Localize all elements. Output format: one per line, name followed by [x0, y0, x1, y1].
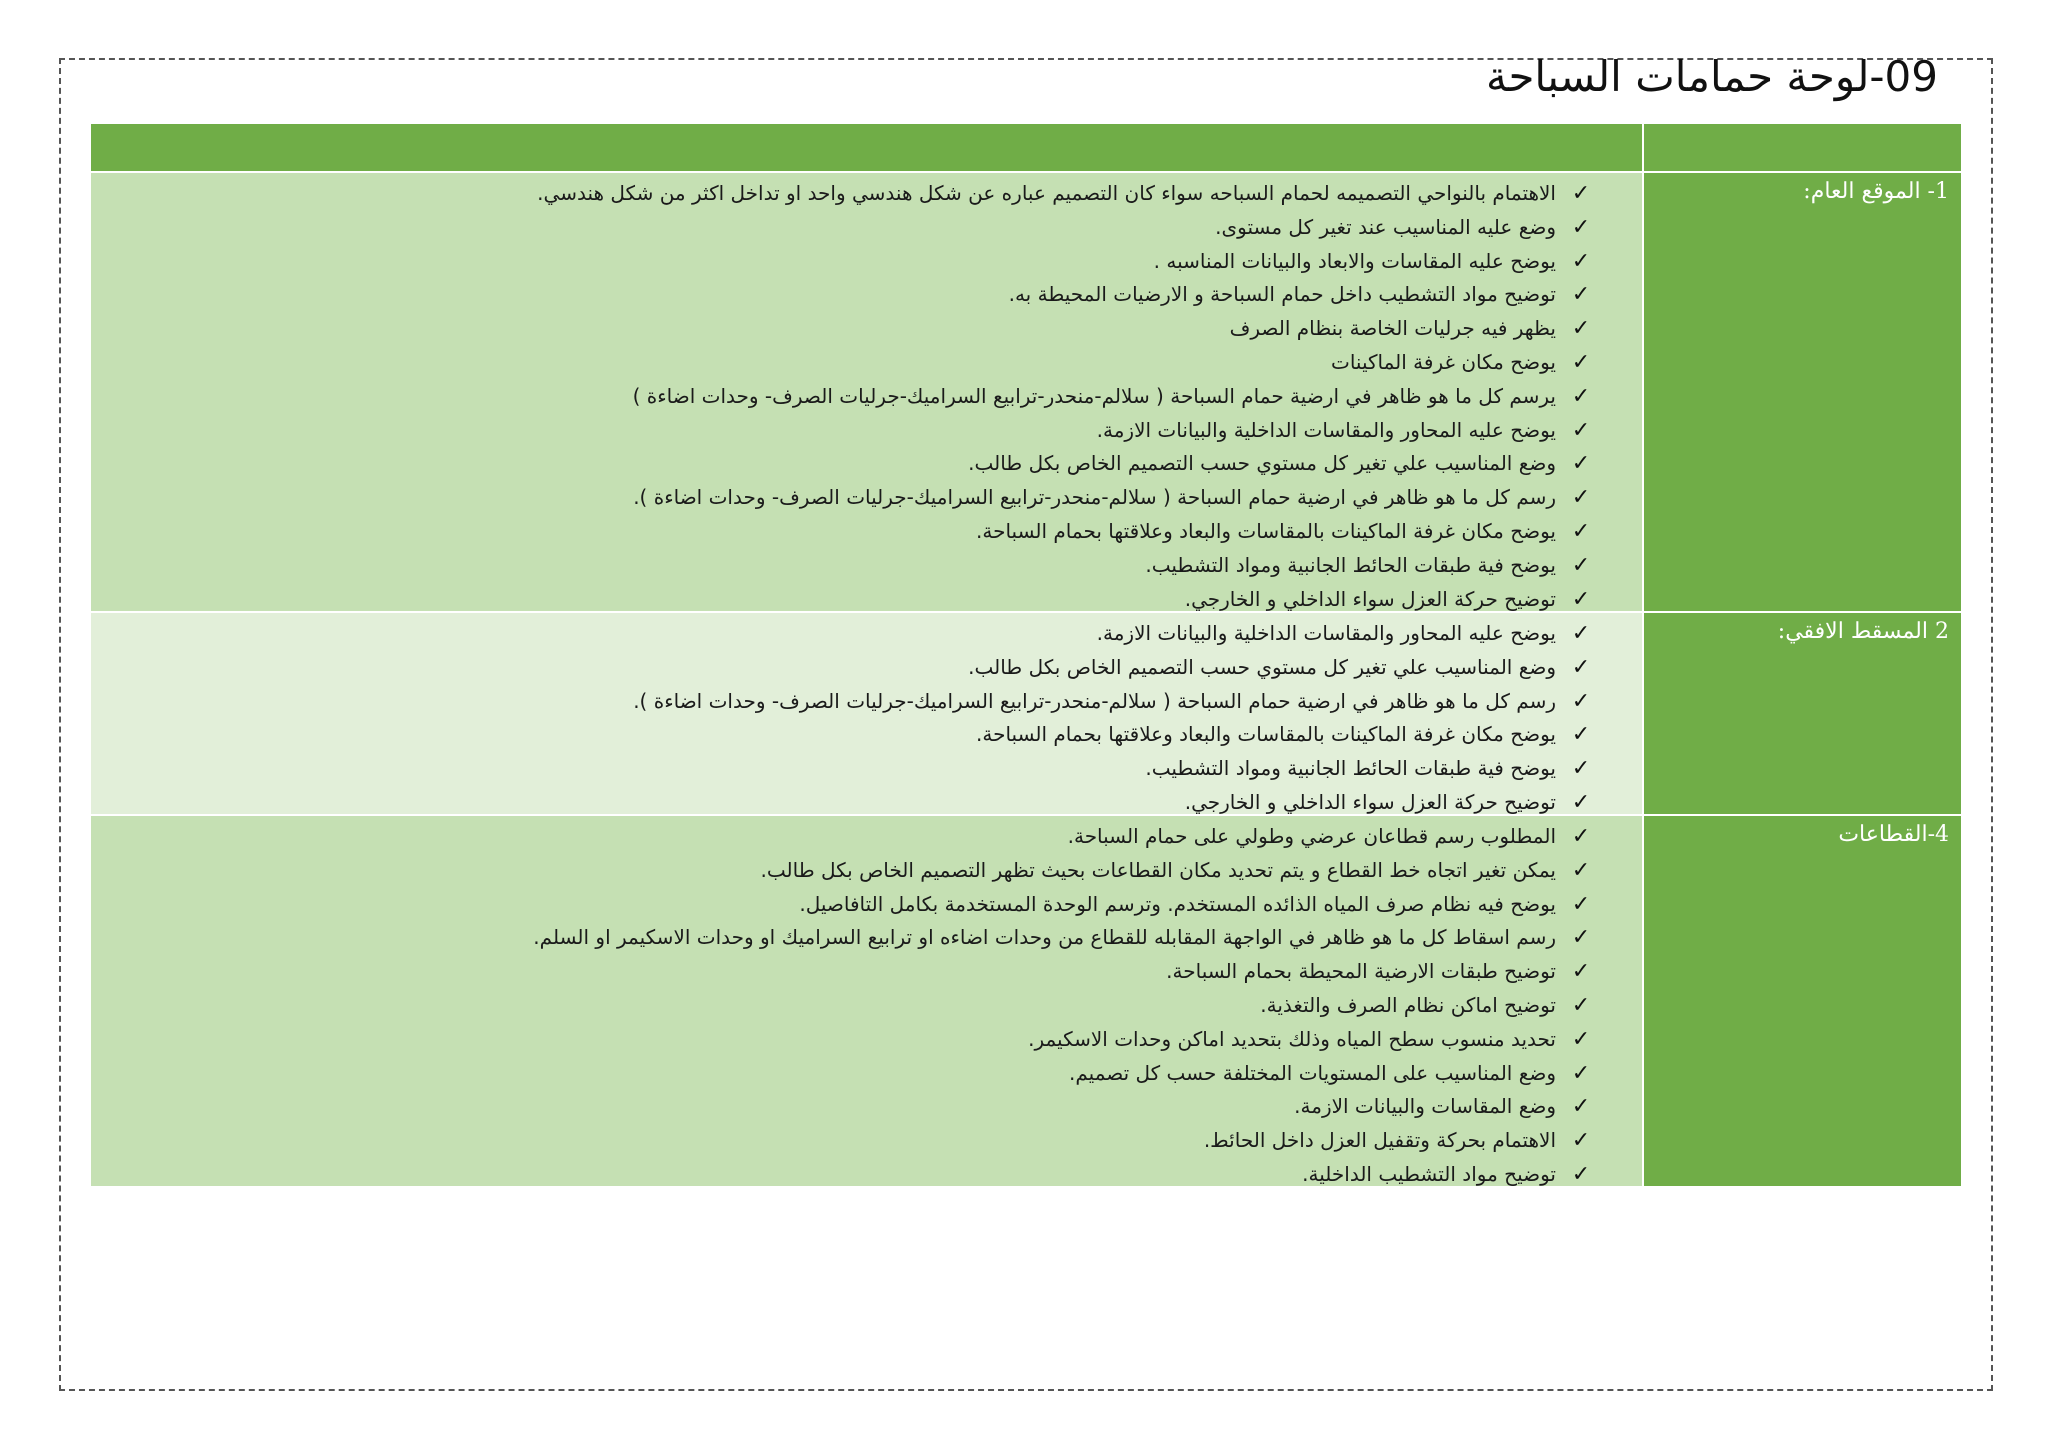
checklist-item	[91, 278, 1594, 312]
row-label-floor-plan: 2 المسقط الافقي:	[1644, 613, 1961, 814]
checklist-item-text: توضيح حركة العزل سواء الداخلي و الخارجي.	[1184, 586, 1556, 611]
checklist-item	[91, 583, 1594, 617]
checklist-item-text: وضع المناسيب علي تغير كل مستوي حسب التصميم الخاص بكل طالب.	[968, 451, 1556, 476]
checklist-item-text: يوضح فية طبقات الحائط الجانبية ومواد التشطيب.	[1145, 552, 1556, 577]
checklist-item-text: توضيح حركة العزل سواء الداخلي و الخارجي.	[1184, 789, 1556, 814]
check-icon: ✓	[1571, 621, 1591, 646]
checklist-item-text: وضع المناسيب على المستويات المختلفة حسب كل تصميم.	[1068, 1060, 1556, 1085]
check-icon: ✓	[1571, 316, 1591, 342]
checklist-item	[91, 447, 1594, 481]
check-icon: ✓	[1571, 417, 1591, 443]
row-content-cell	[91, 613, 1644, 814]
check-icon: ✓	[1571, 722, 1591, 748]
checklist-item-text: يوضح فية طبقات الحائط الجانبية ومواد التشطيب.	[1145, 756, 1556, 781]
checklist-item-text: يرسم كل ما هو ظاهر في ارضية حمام السباحة ( سلالم-منحدر-ترابيع السراميك-جرليات الصرف- وحدات اضاءة )	[632, 383, 1556, 408]
row-content-cell	[91, 816, 1644, 1186]
row-label-sections: 4-القطاعات	[1644, 816, 1961, 1186]
checklist-item	[91, 752, 1594, 786]
checklist-item	[91, 651, 1594, 685]
checklist-item-text: يوضح مكان غرفة الماكينات بالمقاسات والبعاد وعلاقتها بحمام السباحة.	[976, 518, 1556, 543]
checklist-item	[91, 177, 1594, 211]
check-icon: ✓	[1571, 349, 1591, 375]
check-icon: ✓	[1571, 586, 1591, 612]
table-row-floor-plan	[91, 613, 1963, 816]
checklist-item-text: وضع عليه المناسيب عند تغير كل مستوى.	[1215, 214, 1556, 239]
check-icon: ✓	[1571, 248, 1591, 274]
check-icon: ✓	[1571, 654, 1591, 680]
checklist	[91, 173, 1642, 616]
checklist-item	[91, 414, 1594, 448]
check-icon: ✓	[1571, 959, 1591, 985]
table-header-row	[91, 124, 1963, 173]
check-icon: ✓	[1571, 1060, 1591, 1086]
check-icon: ✓	[1571, 552, 1591, 578]
row-label-site-plan: 1- الموقع العام:	[1644, 173, 1961, 611]
check-icon: ✓	[1571, 891, 1591, 917]
check-icon: ✓	[1571, 181, 1591, 206]
check-icon: ✓	[1571, 992, 1591, 1018]
check-icon: ✓	[1571, 1128, 1591, 1154]
checklist-item	[91, 1158, 1594, 1192]
checklist	[91, 816, 1642, 1192]
check-icon: ✓	[1571, 789, 1591, 815]
checklist-item-text: رسم كل ما هو ظاهر في ارضية حمام السباحة ( سلالم-منحدر-ترابيع السراميك-جرليات الصرف- وحدات اضاءة ).	[633, 688, 1556, 713]
checklist-item	[91, 312, 1594, 346]
checklist-item-text: رسم اسقاط كل ما هو ظاهر في الواجهة المقابله للقطاع من وحدات اضاءه او ترابيع السراميك او وحدات الاسكيمر او السلم.	[533, 925, 1556, 950]
checklist-item-text: يظهر فيه جرليات الخاصة بنظام الصرف	[1229, 316, 1556, 341]
check-icon: ✓	[1571, 857, 1591, 883]
checklist-item	[91, 1057, 1594, 1091]
check-icon: ✓	[1571, 383, 1591, 409]
checklist-item	[91, 820, 1594, 854]
checklist-item	[91, 1124, 1594, 1158]
check-icon: ✓	[1571, 451, 1591, 477]
row-content-cell	[91, 173, 1644, 611]
check-icon: ✓	[1571, 214, 1591, 240]
table-row-site-plan	[91, 173, 1963, 613]
check-icon: ✓	[1571, 518, 1591, 544]
checklist-item-text: توضيح مواد التشطيب داخل حمام السباحة و الارضيات المحيطة به.	[1008, 282, 1556, 307]
check-icon: ✓	[1571, 1094, 1591, 1120]
checklist-item-text: يوضح مكان غرفة الماكينات بالمقاسات والبعاد وعلاقتها بحمام السباحة.	[976, 722, 1556, 747]
checklist-item-text: رسم كل ما هو ظاهر في ارضية حمام السباحة ( سلالم-منحدر-ترابيع السراميك-جرليات الصرف- وحدات اضاءة ).	[633, 485, 1556, 510]
header-label-cell	[1644, 124, 1961, 171]
page-title: 09-لوحة حمامات السباحة	[1485, 52, 1938, 101]
check-icon: ✓	[1571, 824, 1591, 849]
checklist-item	[91, 346, 1594, 380]
checklist-item	[91, 718, 1594, 752]
checklist-item-text: الاهتمام بالنواحي التصميمه لحمام السباحه سواء كان التصميم عباره عن شكل هندسي واحد او تداخل اكثر من شكل هندسي.	[537, 181, 1556, 205]
checklist-item	[91, 685, 1594, 719]
checklist-item-text: وضع المناسيب علي تغير كل مستوي حسب التصميم الخاص بكل طالب.	[968, 654, 1556, 679]
check-icon: ✓	[1571, 925, 1591, 951]
checklist-item	[91, 955, 1594, 989]
checklist-item-text: يوضح فيه نظام صرف المياه الذائده المستخدم. وترسم الوحدة المستخدمة بكامل التافاصيل.	[799, 891, 1556, 916]
checklist-item	[91, 515, 1594, 549]
check-icon: ✓	[1571, 1026, 1591, 1052]
check-icon: ✓	[1571, 1161, 1591, 1187]
checklist-item-text: تحديد منسوب سطح المياه وذلك بتحديد اماكن وحدات الاسكيمر.	[1028, 1026, 1556, 1051]
checklist-item	[91, 380, 1594, 414]
checklist-item	[91, 617, 1594, 651]
header-content-cell	[91, 124, 1644, 171]
check-icon: ✓	[1571, 485, 1591, 511]
check-icon: ✓	[1571, 756, 1591, 782]
checklist-item-text: المطلوب رسم قطاعان عرضي وطولي على حمام السباحة.	[1067, 824, 1556, 848]
checklist-item	[91, 989, 1594, 1023]
checklist-item	[91, 211, 1594, 245]
checklist-item-text: يوضح مكان غرفة الماكينات	[1331, 349, 1556, 374]
checklist-item-text: توضيح اماكن نظام الصرف والتغذية.	[1260, 992, 1556, 1017]
check-icon: ✓	[1571, 688, 1591, 714]
check-icon: ✓	[1571, 282, 1591, 308]
checklist-item	[91, 786, 1594, 820]
checklist-item-text: يوضح عليه المحاور والمقاسات الداخلية والبيانات الازمة.	[1096, 621, 1556, 645]
checklist-item	[91, 549, 1594, 583]
checklist-item	[91, 245, 1594, 279]
checklist-item	[91, 1023, 1594, 1057]
checklist-item-text: توضيح مواد التشطيب الداخلية.	[1302, 1161, 1556, 1186]
checklist-item-text: يمكن تغير اتجاه خط القطاع و يتم تحديد مكان القطاعات بحيث تظهر التصميم الخاص بكل طالب.	[760, 857, 1556, 882]
checklist-item-text: الاهتمام بحركة وتقفيل العزل داخل الحائط.	[1203, 1128, 1556, 1153]
checklist-item	[91, 921, 1594, 955]
checklist-item	[91, 1090, 1594, 1124]
checklist-item-text: يوضح عليه المحاور والمقاسات الداخلية والبيانات الازمة.	[1096, 417, 1556, 442]
checklist	[91, 613, 1642, 820]
checklist-item	[91, 888, 1594, 922]
requirements-table	[91, 124, 1963, 1188]
checklist-item-text: يوضح عليه المقاسات والابعاد والبيانات المناسبه .	[1153, 248, 1556, 273]
checklist-item-text: توضيح طبقات الارضية المحيطة بحمام السباحة.	[1166, 959, 1556, 984]
table-row-sections	[91, 816, 1963, 1188]
checklist-item	[91, 481, 1594, 515]
checklist-item	[91, 854, 1594, 888]
checklist-item-text: وضع المقاسات والبيانات الازمة.	[1294, 1094, 1556, 1119]
